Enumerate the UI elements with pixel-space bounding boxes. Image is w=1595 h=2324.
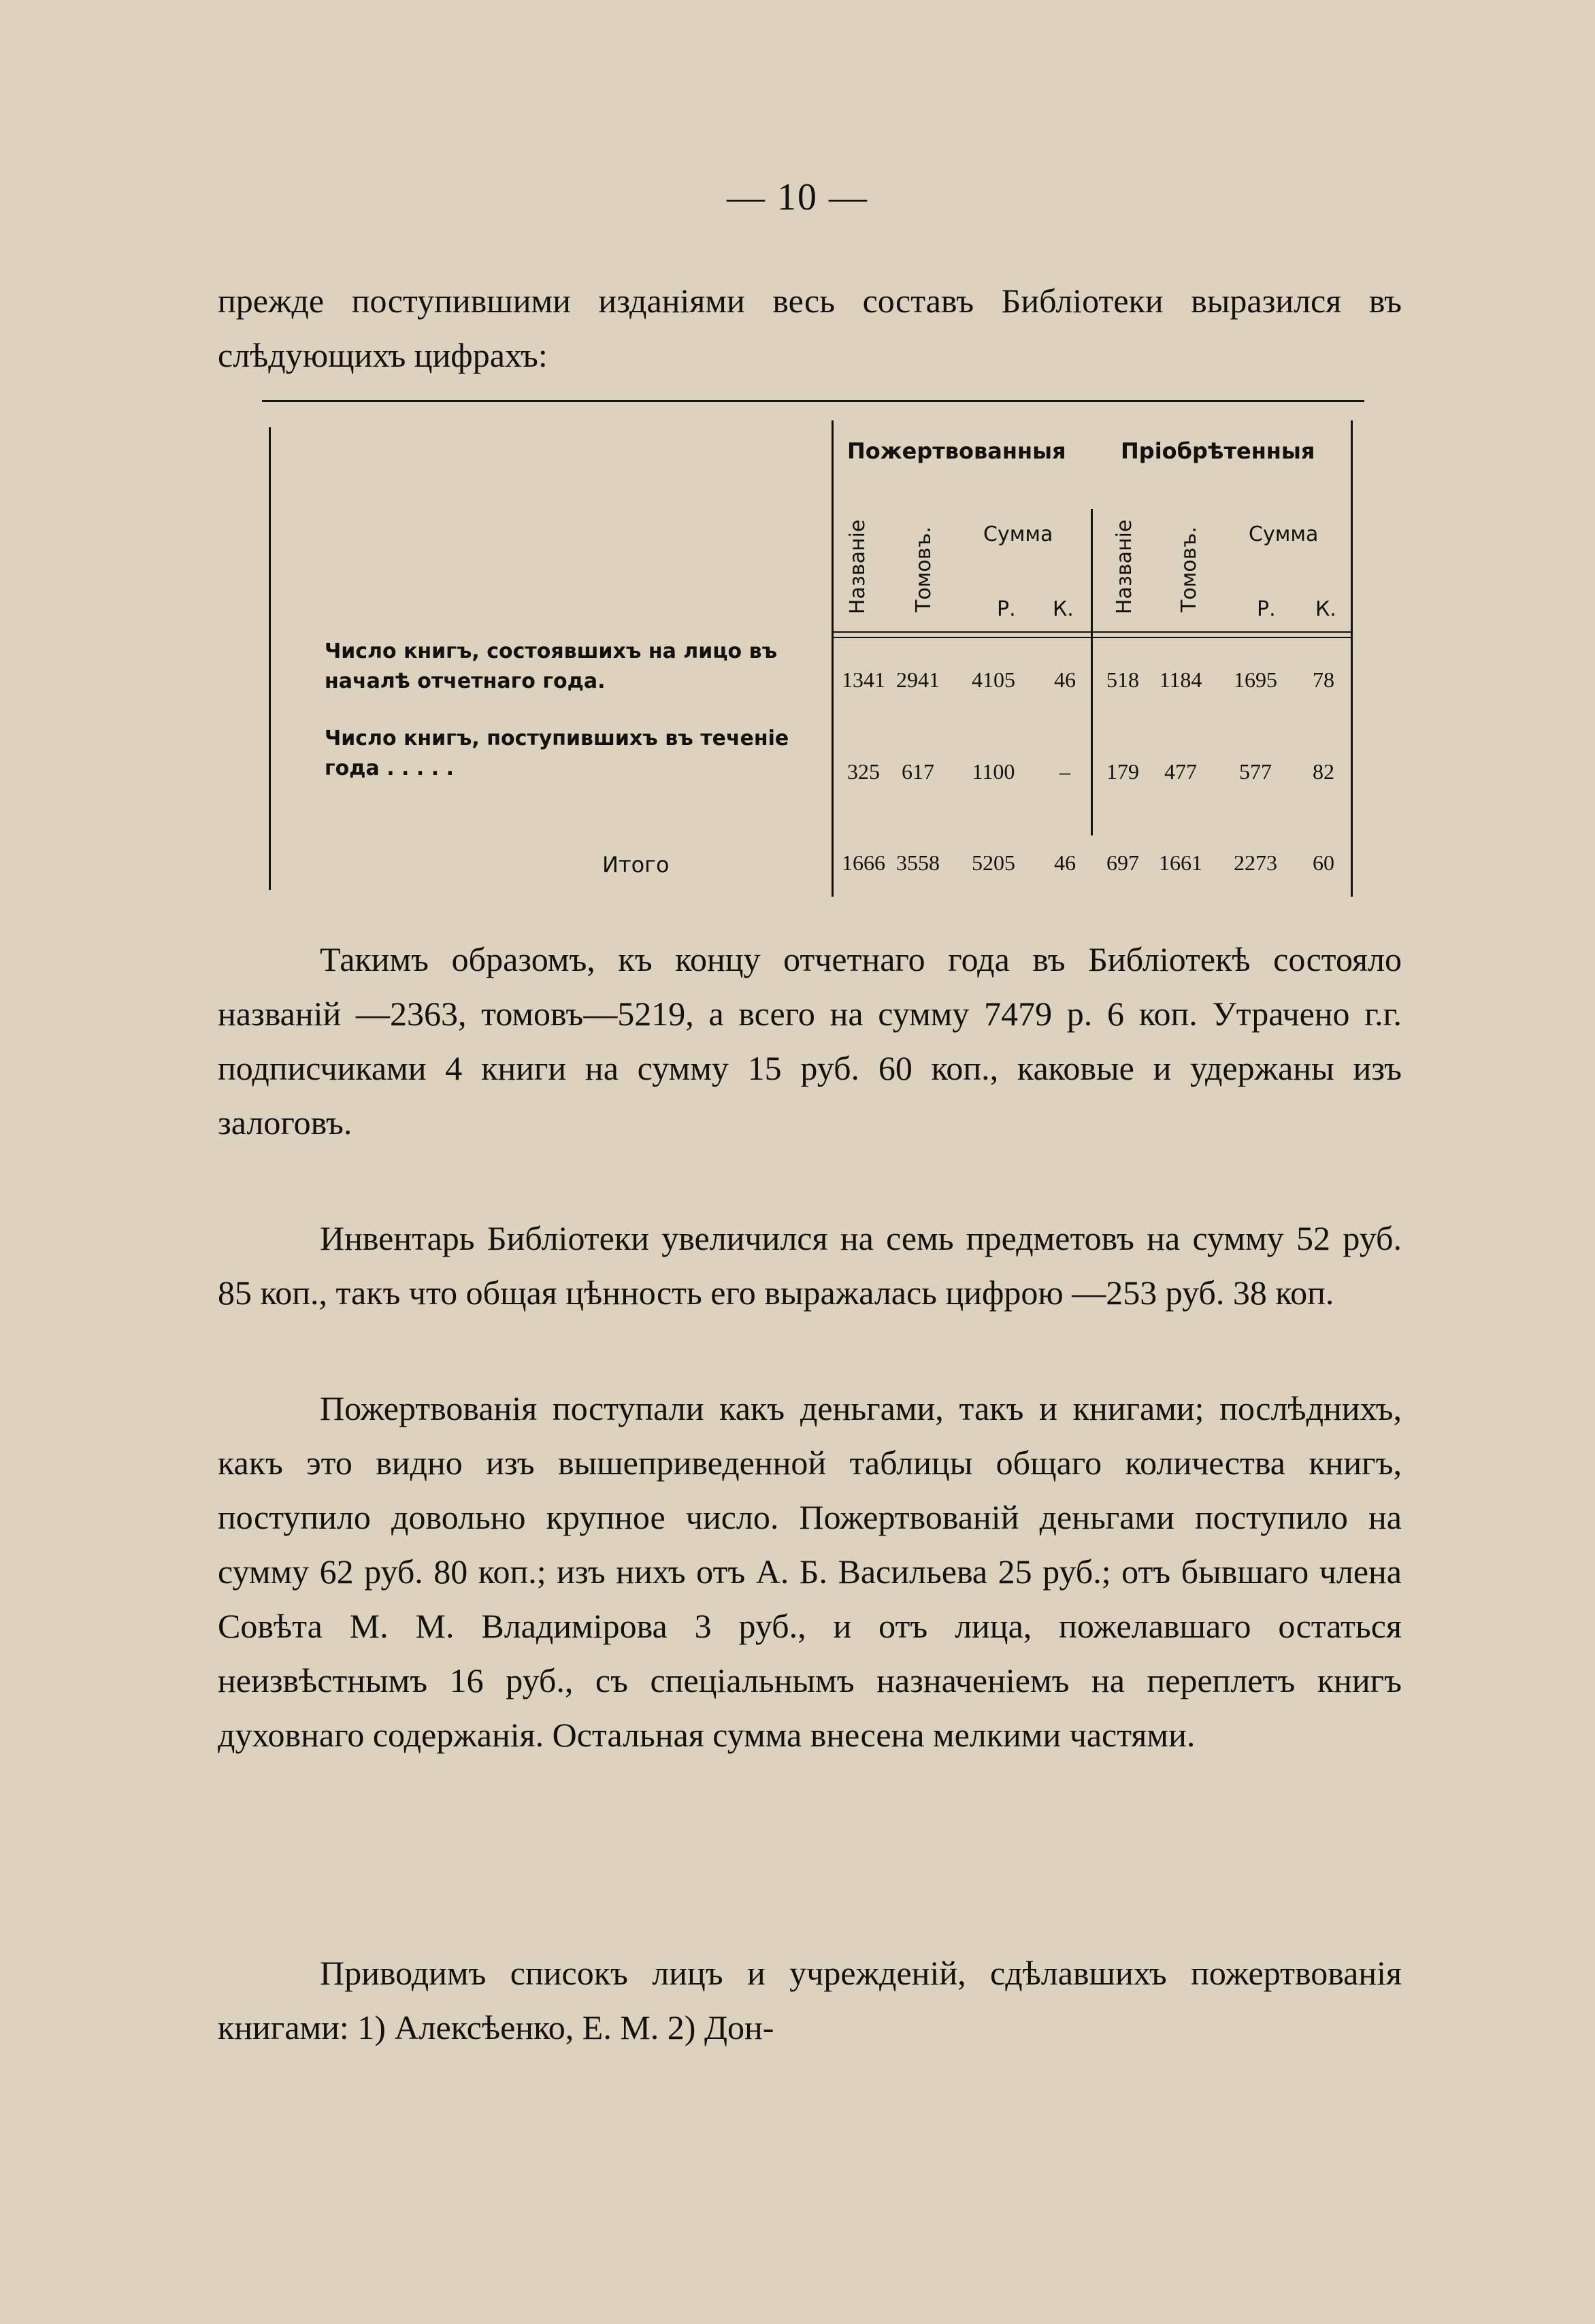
- cell-total-acquired-titles: 697: [1106, 850, 1139, 875]
- table-header-rule: [834, 631, 1351, 633]
- cell-r2-acquired-kop: 82: [1313, 759, 1334, 784]
- paragraph-totals: Такимъ образомъ, къ концу отчетнаго года въ Библіотекѣ состояло названій —2363, томовъ—5219, а всего на сумму 7479 р. 6 коп. Утрачено г.г. подписчиками 4 книги на сумму 15 руб. 60 коп., каковые и удержаны изъ залоговъ.: [218, 940, 1402, 1142]
- header-acquired: Пріобрѣтенныя: [1121, 438, 1315, 464]
- cell-r1-donated-kop: 46: [1054, 667, 1076, 692]
- row-label-received: Число книгъ, поступившихъ въ теченіе года . . . . .: [325, 727, 789, 780]
- cell-r1-donated-volumes: 2941: [896, 667, 940, 692]
- cell-r2-acquired-volumes: 477: [1164, 759, 1197, 784]
- table-col-divider: [832, 420, 834, 897]
- cell-r1-acquired-volumes: 1184: [1159, 667, 1202, 692]
- header-donated-sum: Сумма: [983, 522, 1053, 546]
- cell-r1-donated-rub: 4105: [972, 667, 1015, 692]
- paragraph-inventory: Инвентарь Библіотеки увеличился на семь предметовъ на сумму 52 руб. 85 коп., такъ что общая цѣнность его выражалась цифрою —253 руб. 38 коп.: [218, 1219, 1402, 1312]
- table-left-rule: [269, 427, 271, 890]
- cell-r2-acquired-rub: 577: [1239, 759, 1272, 784]
- header-acquired-volumes: Томовъ.: [1177, 526, 1201, 612]
- header-acquired-sum: Сумма: [1249, 522, 1319, 546]
- cell-r2-donated-volumes: 617: [902, 759, 934, 784]
- cell-r2-donated-titles: 325: [847, 759, 880, 784]
- cell-total-acquired-volumes: 1661: [1159, 850, 1202, 875]
- cell-total-donated-kop: 46: [1054, 850, 1076, 875]
- row-label-opening: Число книгъ, состоявшихъ на лицо въ началѣ отчетнаго года.: [325, 640, 778, 693]
- row-label-total: Итого: [602, 852, 670, 878]
- header-acquired-rub: Р.: [1257, 597, 1276, 621]
- table-top-rule: [262, 400, 1364, 402]
- cell-total-donated-rub: 5205: [972, 850, 1015, 875]
- header-donated-kop: К.: [1053, 597, 1074, 621]
- paragraph-donations: Пожертвованія поступали какъ деньгами, такъ и книгами; послѣднихъ, какъ это видно изъ вышеприведенной таблицы общаго количества книгъ, поступило довольно крупное число. Пожертвованій деньгами поступило на сумму 62 руб. 80 коп.; изъ нихъ отъ А. Б. Васильева 25 руб.; отъ бывшаго члена Совѣта М. М. Владимірова 3 руб., и отъ лица, пожелавшаго остаться неизвѣстнымъ 16 руб., съ спеціальнымъ назначеніемъ на переплетъ книгъ духовнаго содержанія. Остальная сумма внесена мелкими частями.: [218, 1389, 1402, 1754]
- cell-r1-acquired-titles: 518: [1106, 667, 1139, 692]
- cell-r1-acquired-rub: 1695: [1234, 667, 1277, 692]
- cell-r2-donated-rub: 1100: [972, 759, 1015, 784]
- header-acquired-titles: Названіе: [1113, 519, 1136, 614]
- paragraph-donors-list: Приводимъ списокъ лицъ и учрежденій, сдѣлавшихъ пожертвованія книгами: 1) Алексѣенко, Е. М. 2) Дон-: [218, 1954, 1402, 2046]
- cell-total-acquired-kop: 60: [1313, 850, 1334, 875]
- cell-total-donated-volumes: 3558: [896, 850, 940, 875]
- cell-r1-donated-titles: 1341: [842, 667, 885, 692]
- header-donated-rub: Р.: [997, 597, 1016, 621]
- table-header-rule-2: [834, 637, 1351, 638]
- header-donated-titles: Названіе: [846, 519, 870, 614]
- cell-r2-acquired-titles: 179: [1106, 759, 1139, 784]
- header-donated-volumes: Томовъ.: [912, 526, 936, 612]
- header-donated: Пожертвованныя: [847, 438, 1066, 464]
- cell-r2-donated-kop: –: [1059, 759, 1070, 784]
- library-stats-table: [262, 400, 1364, 903]
- table-group-divider: [1091, 509, 1093, 835]
- cell-r1-acquired-kop: 78: [1313, 667, 1334, 692]
- table-right-rule: [1351, 420, 1353, 897]
- intro-paragraph: прежде поступившими изданіями весь составъ Библіотеки выразился въ слѣдующихъ цифрахъ:: [218, 282, 1402, 374]
- cell-total-donated-titles: 1666: [842, 850, 885, 875]
- cell-total-acquired-rub: 2273: [1234, 850, 1277, 875]
- page-number: — 10 —: [727, 176, 868, 218]
- header-acquired-kop: К.: [1315, 597, 1336, 621]
